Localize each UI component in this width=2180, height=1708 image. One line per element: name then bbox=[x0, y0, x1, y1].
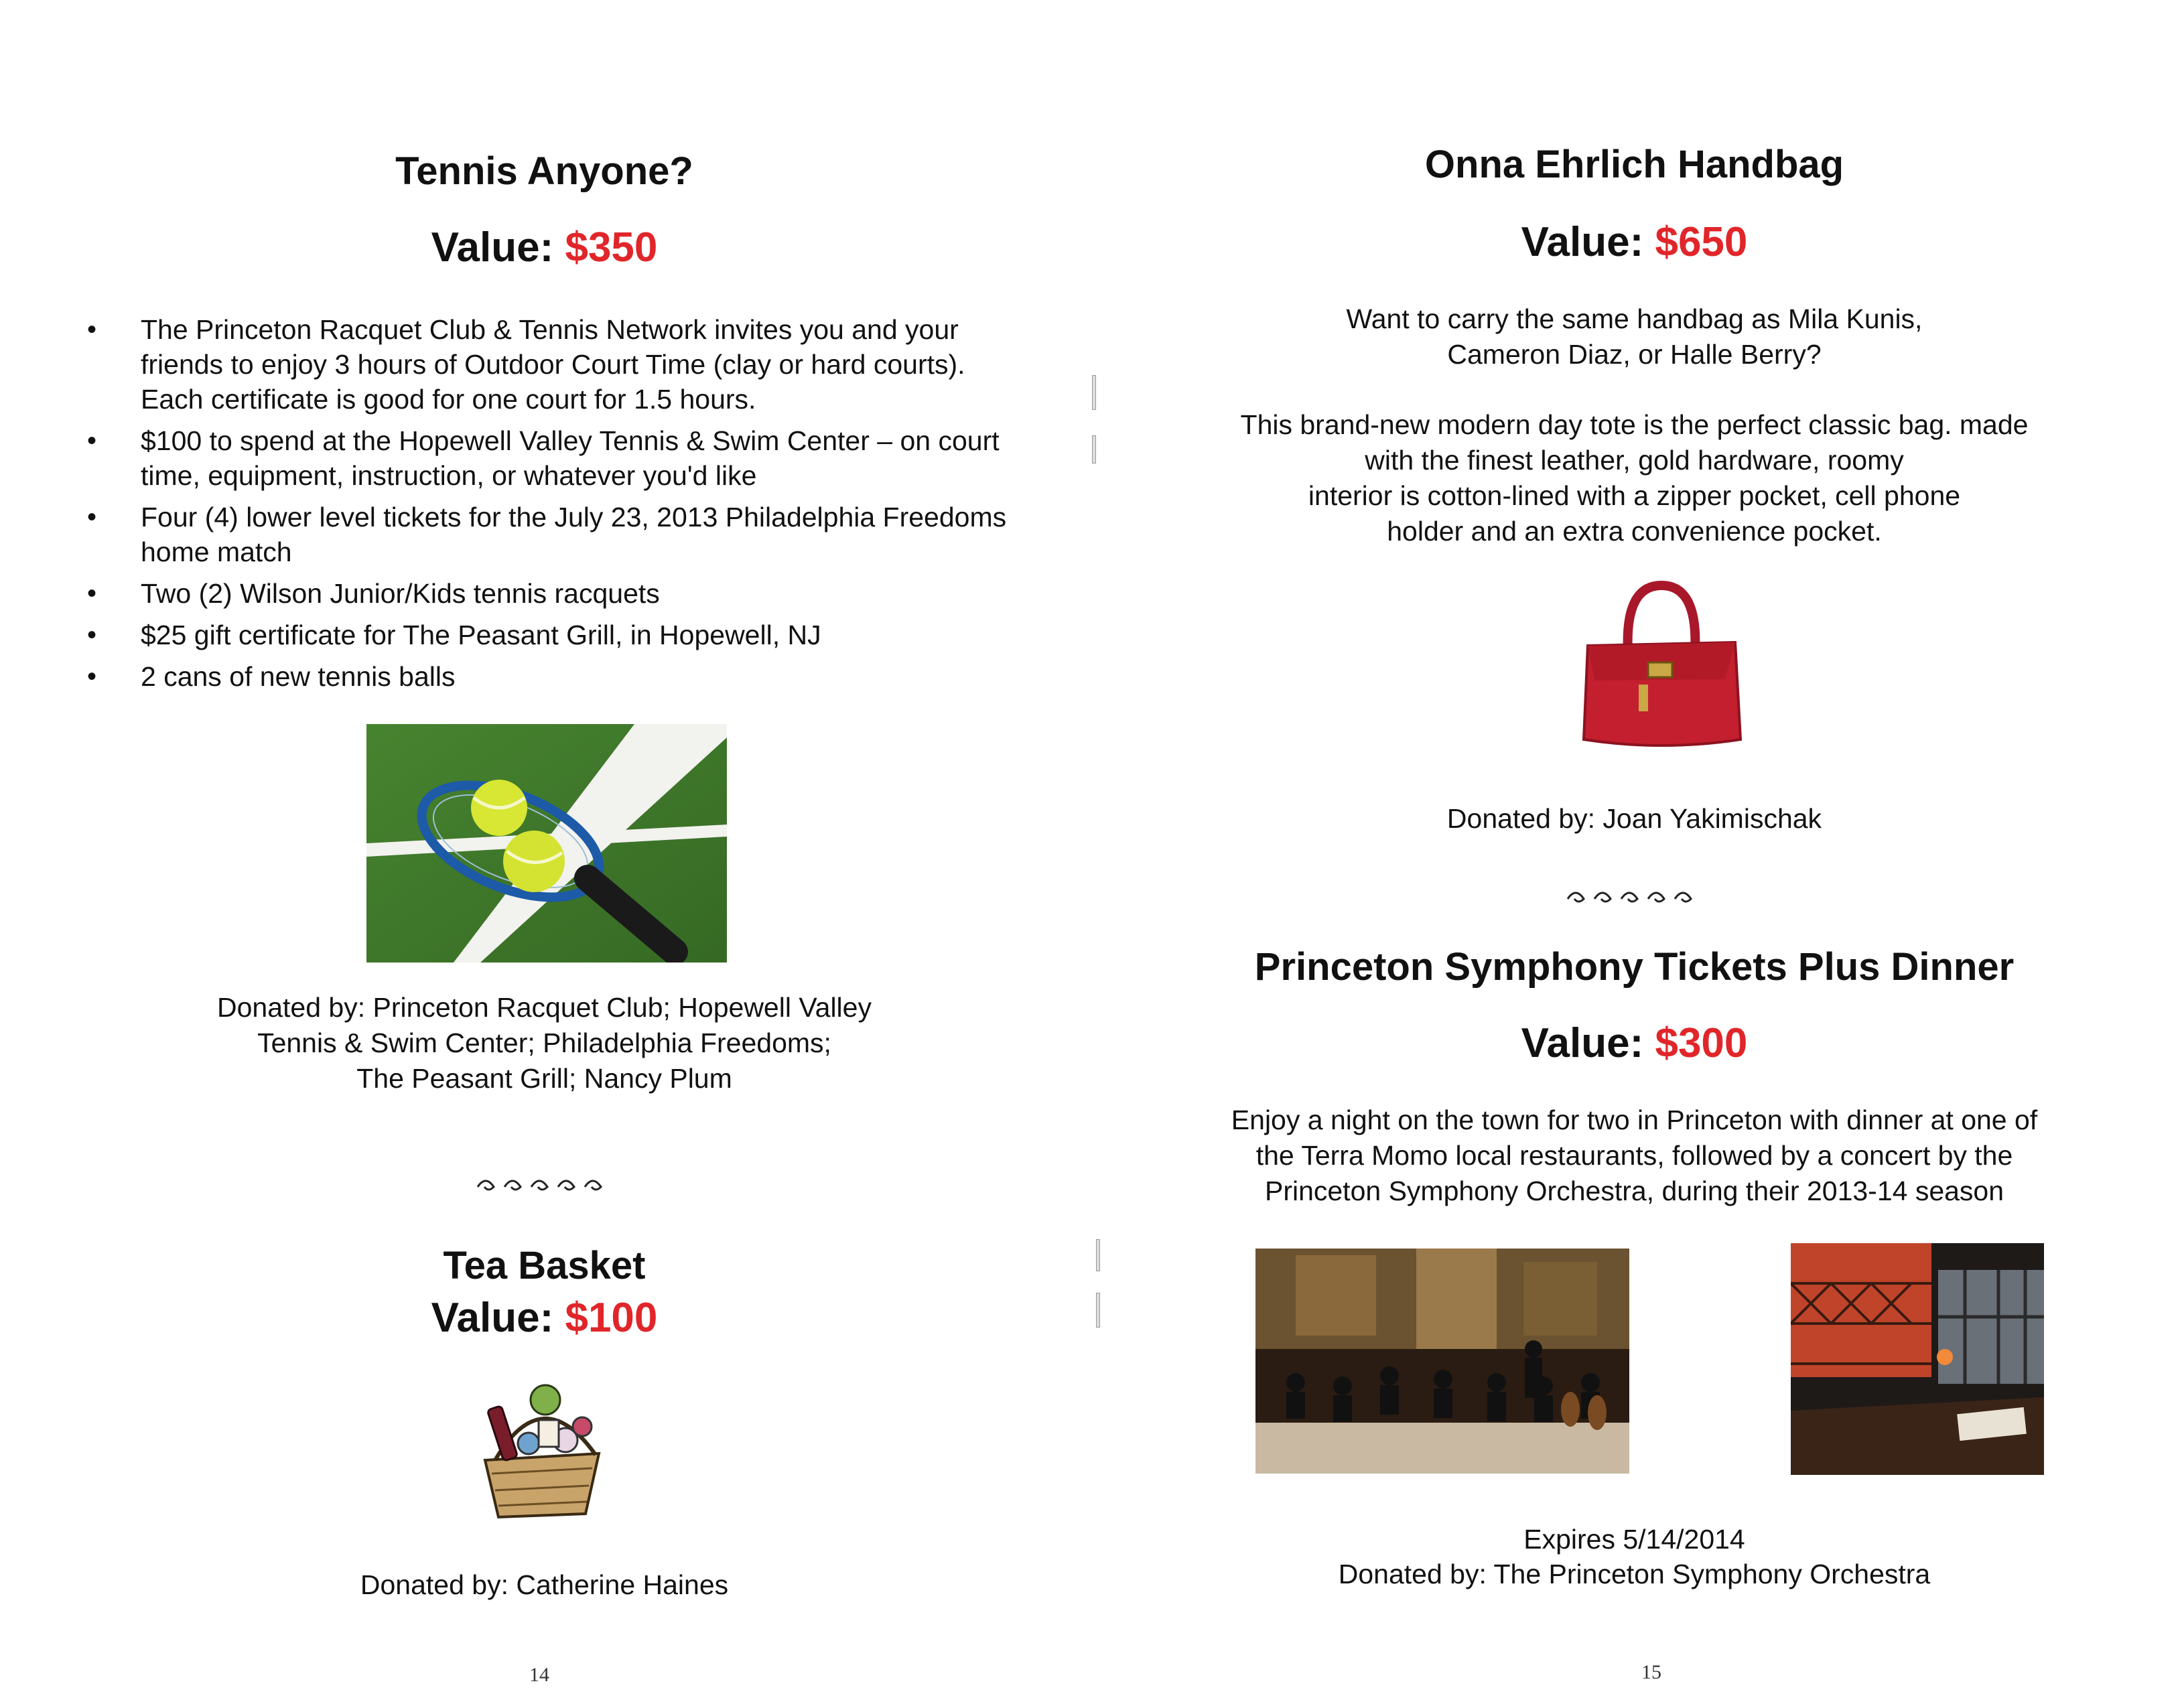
ornament-divider bbox=[1089, 885, 2180, 909]
tea-title: Tea Basket bbox=[443, 1244, 646, 1287]
handbag-intro bbox=[1089, 301, 2180, 372]
page-number-right: 15 bbox=[1641, 1661, 1661, 1683]
intro-line: Want to carry the same handbag as Mila Kunis, bbox=[1346, 303, 1923, 334]
list-item: • Four (4) lower level tickets for the July 23, 2013 Philadelphia Freedoms home match bbox=[87, 500, 1025, 569]
symphony-expires: Expires 5/14/2014 bbox=[1523, 1524, 1745, 1555]
tennis-bullet-list bbox=[87, 312, 1025, 701]
intro-line: Cameron Diaz, or Halle Berry? bbox=[1447, 339, 1822, 370]
desc-line: with the finest leather, gold hardware, roomy bbox=[1365, 445, 1904, 476]
orchestra-photo bbox=[1255, 1249, 1629, 1474]
tennis-title: Tennis Anyone? bbox=[395, 149, 693, 193]
handbag-value bbox=[1089, 218, 2180, 266]
donated-line: Tennis & Swim Center; Philadelphia Freedoms; bbox=[257, 1027, 831, 1058]
list-item: • $25 gift certificate for The Peasant Grill, in Hopewell, NJ bbox=[87, 618, 1025, 652]
handbag-description bbox=[1089, 407, 2180, 549]
tea-value-amount: $100 bbox=[565, 1295, 658, 1341]
tennis-value-amount: $350 bbox=[565, 224, 658, 271]
symphony-value-label: Value: bbox=[1521, 1020, 1644, 1066]
tennis-photo bbox=[366, 724, 727, 963]
tennis-value bbox=[0, 224, 1089, 271]
handbag-value-amount: $650 bbox=[1655, 219, 1748, 265]
symphony-donated: Donated by: The Princeton Symphony Orchestra bbox=[1338, 1559, 1931, 1589]
tea-value-label: Value: bbox=[431, 1295, 554, 1341]
desc-line: the Terra Momo local restaurants, followed by a concert by the bbox=[1255, 1140, 2013, 1171]
handbag-image bbox=[1574, 579, 1749, 753]
symphony-title: Princeton Symphony Tickets Plus Dinner bbox=[1254, 945, 2015, 989]
symphony-description bbox=[1089, 1102, 2180, 1209]
tea-donated: Donated by: Catherine Haines bbox=[360, 1569, 729, 1600]
donated-line: The Peasant Grill; Nancy Plum bbox=[356, 1063, 732, 1094]
symphony-value bbox=[1089, 1019, 2180, 1067]
list-item: • Two (2) Wilson Junior/Kids tennis racquets bbox=[87, 576, 1025, 611]
desc-line: Enjoy a night on the town for two in Princeton with dinner at one of bbox=[1231, 1105, 2038, 1135]
page-number-left: 14 bbox=[529, 1664, 549, 1686]
tennis-donated bbox=[0, 990, 1089, 1096]
handbag-value-label: Value: bbox=[1521, 219, 1644, 265]
desc-line: This brand-new modern day tote is the perfect classic bag. made bbox=[1240, 409, 2029, 440]
list-item: • The Princeton Racquet Club & Tennis Network invites you and your friends to enjoy 3 hours of Outdoor Court Time (clay or hard courts). Each certificate is good for one court for 1.5 hours. bbox=[87, 312, 1025, 417]
right-page bbox=[1089, 0, 2180, 1708]
desc-line: interior is cotton-lined with a zipper pocket, cell phone bbox=[1308, 480, 1961, 511]
tea-value bbox=[0, 1294, 1089, 1342]
tea-basket-image bbox=[465, 1380, 618, 1523]
handbag-title: Onna Ehrlich Handbag bbox=[1424, 143, 1844, 186]
desc-line: holder and an extra convenience pocket. bbox=[1387, 516, 1882, 547]
desc-line: Princeton Symphony Orchestra, during their 2013-14 season bbox=[1264, 1176, 2004, 1206]
tennis-value-label: Value: bbox=[431, 224, 554, 271]
left-page bbox=[0, 0, 1089, 1708]
handbag-donated: Donated by: Joan Yakimischak bbox=[1446, 803, 1822, 834]
ornament-divider bbox=[0, 1173, 1089, 1197]
list-item: • $100 to spend at the Hopewell Valley Tennis & Swim Center – on court time, equipment, instruction, or whatever you'd like bbox=[87, 423, 1025, 493]
donated-line: Donated by: Princeton Racquet Club; Hopewell Valley bbox=[217, 992, 872, 1023]
symphony-value-amount: $300 bbox=[1655, 1020, 1748, 1066]
restaurant-photo bbox=[1791, 1243, 2044, 1475]
list-item: • 2 cans of new tennis balls bbox=[87, 659, 1025, 694]
